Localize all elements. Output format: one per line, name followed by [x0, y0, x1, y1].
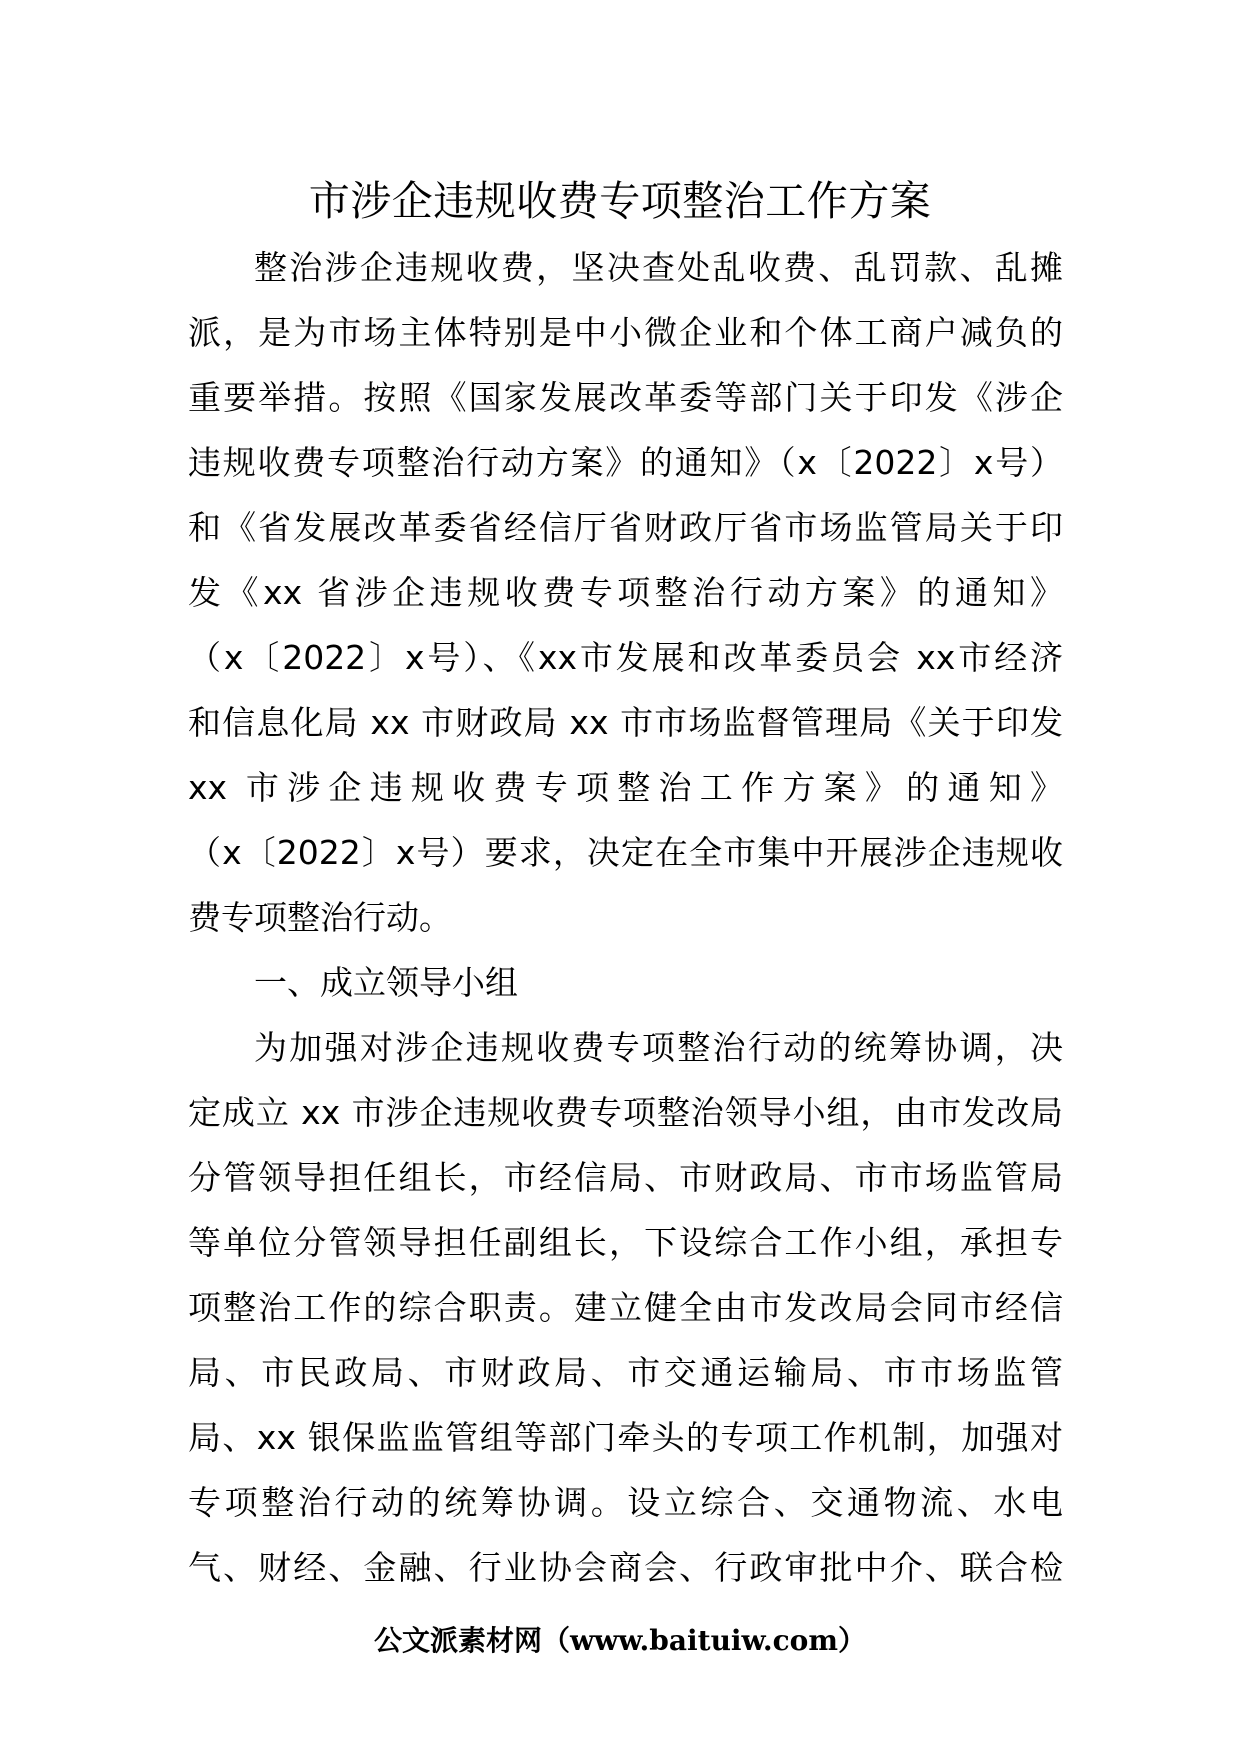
text-line: 费专项整治行动。: [188, 898, 452, 937]
text-line: 等单位分管领导担任副组长，下设综合工作小组，承担专: [188, 1223, 1063, 1262]
text-line: 派，是为市场主体特别是中小微企业和个体工商户减负的: [188, 313, 1063, 352]
text-line: xx 市涉企违规收费专项整治工作方案》的通知》: [188, 768, 1063, 807]
text-line: 整治涉企违规收费，坚决查处乱收费、乱罚款、乱摊: [254, 248, 1063, 287]
text-line: 专项整治行动的统筹协调。设立综合、交通物流、水电: [188, 1483, 1063, 1522]
text-line: 违规收费专项整治行动方案》的通知》（x〔2022〕x号）: [188, 443, 1063, 482]
text-line: 和信息化局 xx 市财政局 xx 市市场监督管理局《关于印发: [188, 703, 1063, 742]
text-line: 项整治工作的综合职责。建立健全由市发改局会同市经信: [188, 1288, 1063, 1327]
text-line: 局、xx 银保监监管组等部门牵头的专项工作机制，加强对: [188, 1418, 1063, 1457]
text-line: 为加强对涉企违规收费专项整治行动的统筹协调，决: [254, 1028, 1063, 1067]
text-line: （x〔2022〕x号）要求，决定在全市集中开展涉企违规收: [188, 833, 1063, 872]
text-line: 重要举措。按照《国家发展改革委等部门关于印发《涉企: [188, 378, 1063, 417]
text-line: 和《省发展改革委省经信厅省财政厅省市场监管局关于印: [188, 508, 1063, 547]
text-line: 分管领导担任组长，市经信局、市财政局、市市场监管局: [188, 1158, 1063, 1197]
text-line: （x〔2022〕x号）、《xx市发展和改革委员会 xx市经济: [188, 638, 1063, 677]
footer-watermark: 公文派素材网（www.baituiw.com）: [374, 1624, 866, 1657]
text-line: 局、市民政局、市财政局、市交通运输局、市市场监管: [188, 1353, 1063, 1392]
document-body: [188, 235, 1063, 1600]
text-line: 气、财经、金融、行业协会商会、行政审批中介、联合检: [188, 1548, 1063, 1587]
document-title: 市涉企违规收费专项整治工作方案: [308, 177, 932, 225]
text-line: 发《xx 省涉企违规收费专项整治行动方案》的通知》: [188, 573, 1063, 612]
section-heading: 一、成立领导小组: [254, 963, 518, 1002]
text-line: 定成立 xx 市涉企违规收费专项整治领导小组，由市发改局: [188, 1093, 1063, 1132]
